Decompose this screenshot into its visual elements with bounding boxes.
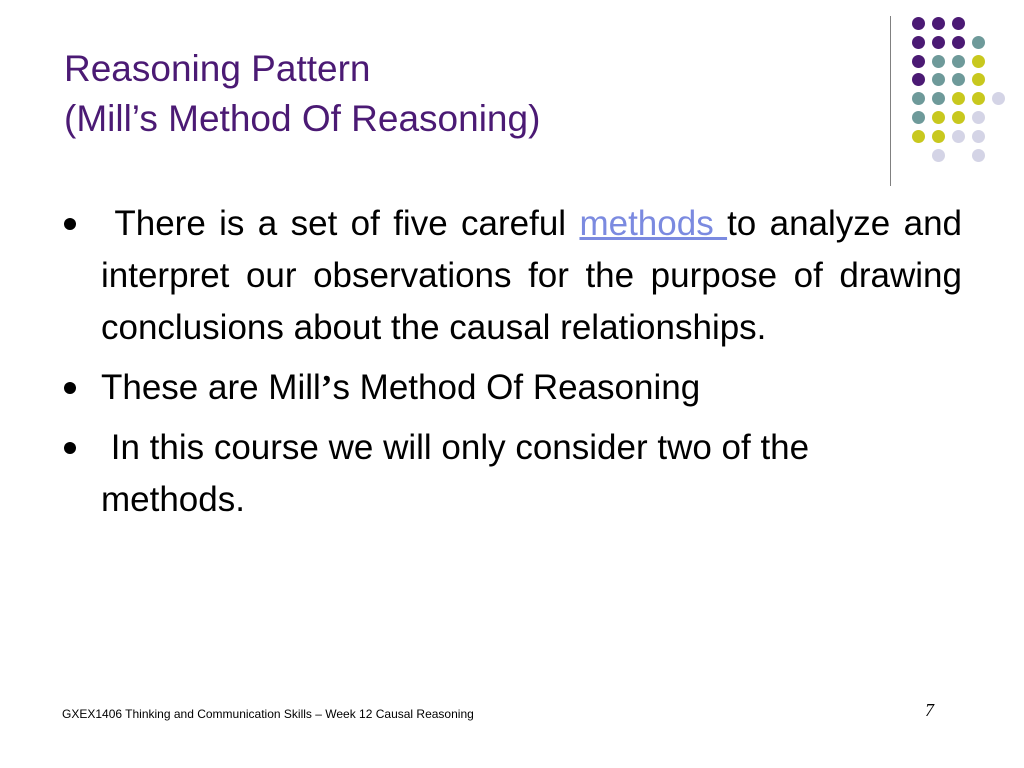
decorative-dot (932, 130, 945, 143)
decorative-dot (992, 92, 1005, 105)
bullet-1-text-start: There is a set of five careful (114, 204, 580, 243)
decorative-dot (932, 17, 945, 30)
bullet-list (64, 198, 962, 534)
decorative-dot (972, 36, 985, 49)
decorative-dot (972, 149, 985, 162)
decorative-dot-grid (0, 0, 1024, 200)
decorative-dot (952, 73, 965, 86)
slide-title-line-2: (Mill’s Method Of Reasoning) (64, 98, 541, 139)
decorative-dot (932, 149, 945, 162)
bullet-1-text-end: to analyze and interpret our observations for the purpose of drawing conclusions about the causal relationships. (101, 204, 963, 347)
decorative-dot (972, 130, 985, 143)
decorative-dot (952, 111, 965, 124)
decorative-dot (912, 111, 925, 124)
decorative-dot (972, 55, 985, 68)
page-number: 7 (925, 700, 934, 720)
decorative-dot (972, 73, 985, 86)
bullet-2-apostrophe: ’ (320, 368, 333, 407)
decorative-dot (952, 17, 965, 30)
decorative-dot (972, 92, 985, 105)
bullet-item-2 (64, 362, 962, 414)
bullet-item-1 (64, 198, 962, 354)
bullet-2-text-end: s Method Of Reasoning (332, 368, 701, 407)
decorative-dot (932, 36, 945, 49)
bullet-item-3 (64, 422, 962, 526)
decorative-dot (912, 73, 925, 86)
bullet-3-text: In this course we will only consider two of the methods. (101, 428, 810, 519)
decorative-dot (952, 36, 965, 49)
decorative-dot (972, 111, 985, 124)
decorative-dot (952, 55, 965, 68)
bullet-marker (64, 218, 76, 230)
bullet-marker (64, 442, 76, 454)
decorative-dot (912, 55, 925, 68)
bullet-marker (64, 382, 76, 394)
slide-title-line-1: Reasoning Pattern (64, 48, 371, 89)
decorative-dot (912, 36, 925, 49)
decorative-dot (932, 55, 945, 68)
footer-text: GXEX1406 Thinking and Communication Skills – Week 12 Causal Reasoning (62, 707, 474, 721)
decorative-dot (932, 92, 945, 105)
decorative-dot (932, 73, 945, 86)
methods-link[interactable]: methods (579, 204, 728, 243)
bullet-2-text-start: These are Mill (101, 368, 321, 407)
decorative-dot (952, 92, 965, 105)
decorative-dot (912, 130, 925, 143)
decorative-dot (932, 111, 945, 124)
decorative-dot (952, 130, 965, 143)
decorative-dot (912, 92, 925, 105)
decorative-dot (912, 17, 925, 30)
